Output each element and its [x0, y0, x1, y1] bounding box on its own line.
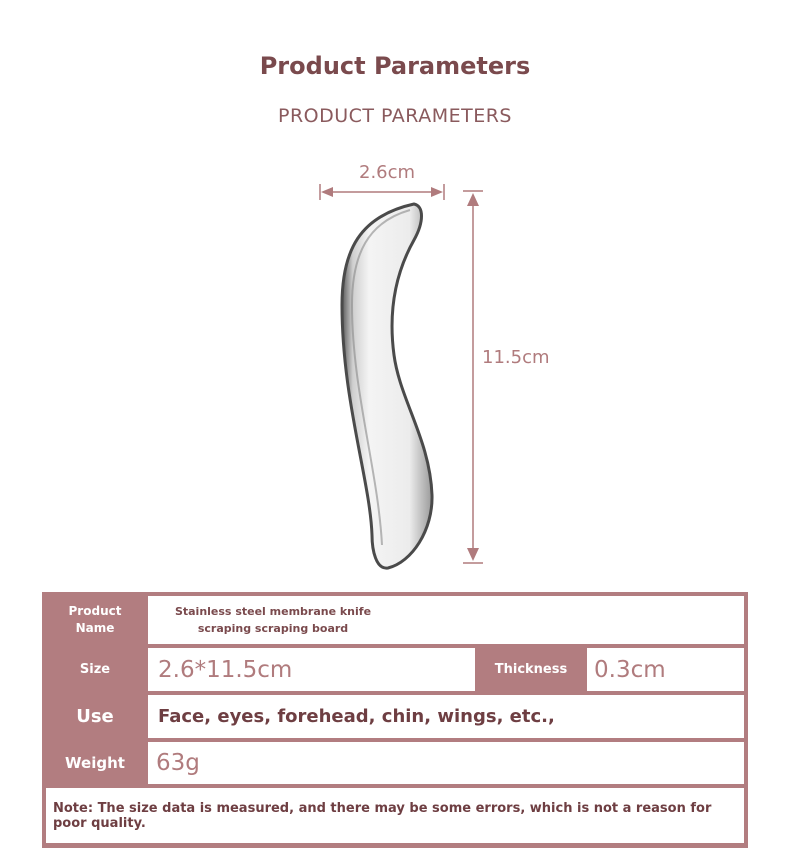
width-dimension-arrow: [320, 184, 444, 200]
page-title: Product Parameters: [259, 52, 531, 80]
page-subtitle: PRODUCT PARAMETERS: [277, 105, 512, 127]
product-name-cell: [148, 596, 744, 644]
size-value: 2.6*11.5cm: [148, 648, 475, 691]
product-figure: [0, 150, 790, 580]
width-label: 2.6cm: [359, 162, 416, 183]
thickness-value: 0.3cm: [587, 648, 744, 691]
thickness-label: Thickness: [494, 662, 568, 677]
weight-label: Weight: [65, 754, 125, 772]
size-label: Size: [79, 662, 111, 677]
height-label: 11.5cm: [482, 347, 550, 368]
weight-value: 63g: [148, 742, 744, 784]
product-name-value: Stainless steel membrane knife scraping scraping board: [174, 605, 372, 635]
parameters-table: [42, 592, 748, 848]
product-dimension-drawing: [0, 150, 790, 580]
use-value: Face, eyes, forehead, chin, wings, etc.,: [148, 695, 744, 738]
product-name-label: Product Name: [68, 604, 122, 635]
height-dimension-arrow: [463, 191, 483, 563]
scraper-board-image: [342, 204, 432, 568]
use-label: Use: [76, 706, 114, 727]
note-text: Note: The size data is measured, and there may be some errors, which is not a reason for poor quality.: [46, 788, 744, 843]
